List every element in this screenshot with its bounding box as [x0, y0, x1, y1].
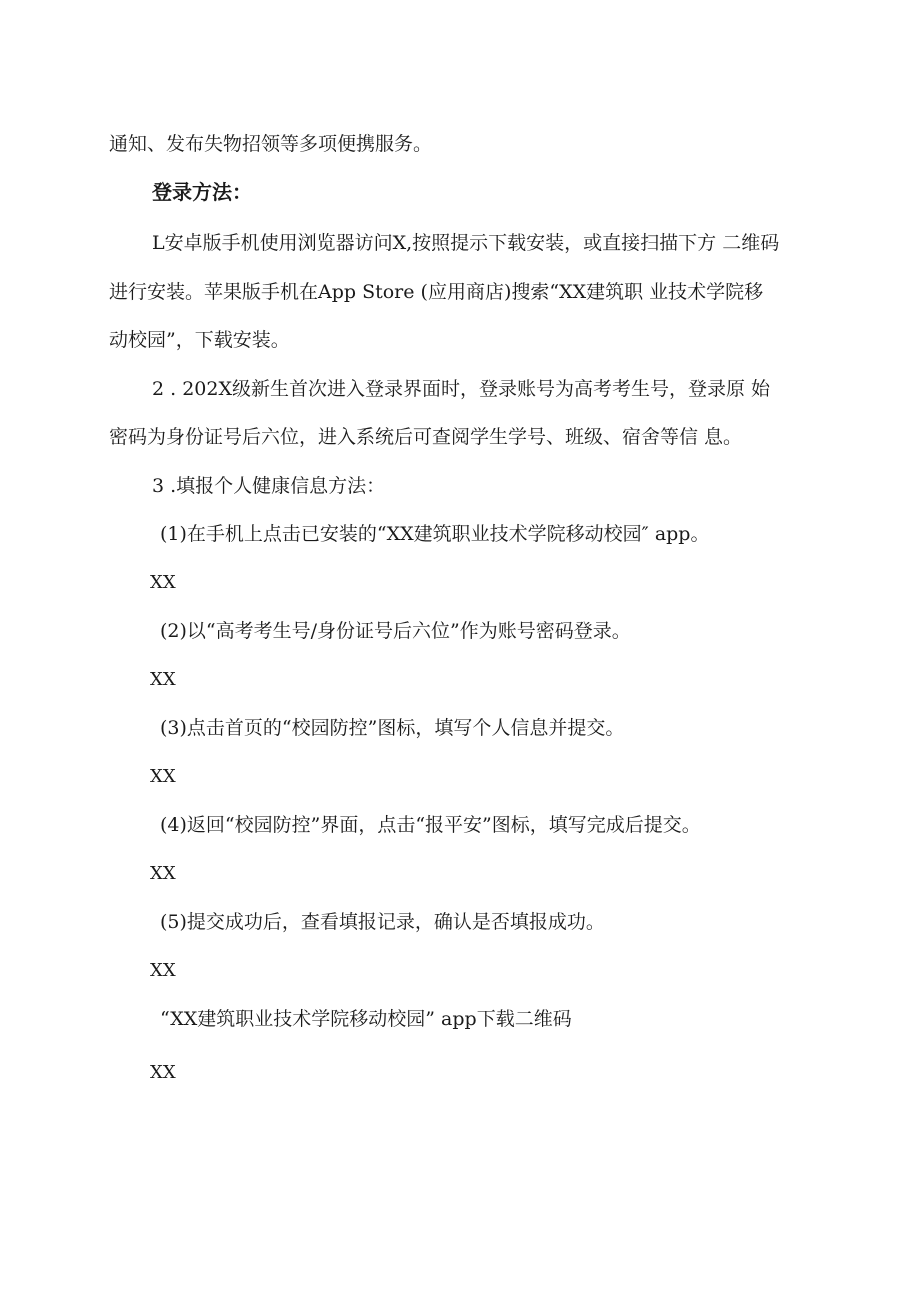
step-1-text: (1)在手机上点击已安装的“XX建筑职业技术学院移动校园″ app。 [160, 523, 710, 545]
qr-caption: “XX建筑职业技术学院移动校园” app下载二维码 [160, 1008, 572, 1030]
step-2-text: (2)以“高考考生号/身份证号后六位”作为账号密码登录。 [160, 620, 631, 642]
login-heading: 登录方法： [152, 180, 252, 204]
para2-line2: 密码为身份证号后六位，进入系统后可查阅学生学号、班级、宿舍等信 息。 [109, 426, 743, 448]
health-heading: 3 .填报个人健康信息方法： [152, 475, 386, 497]
step-3-image-placeholder: XX [150, 766, 176, 787]
step-3-text: (3)点击首页的“校园防控”图标，填写个人信息并提交。 [160, 717, 625, 739]
para1-line1: L安卓版手机使用浏览器访问X,按照提示下载安装，或直接扫描下方 二维码 [152, 232, 780, 254]
intro-tail-text: 通知、发布失物招领等多项便携服务。 [109, 133, 433, 155]
para1-line2: 进行安装。苹果版手机在App Store (应用商店)搜索“XX建筑职 业技术学院移 [109, 281, 764, 303]
para2-line1: 2 . 202X级新生首次进入登录界面时，登录账号为高考考生号，登录原 始 [152, 378, 771, 400]
step-5-text: (5)提交成功后，查看填报记录，确认是否填报成功。 [160, 911, 605, 933]
step-1-image-placeholder: XX [150, 572, 176, 593]
step-4-image-placeholder: XX [150, 863, 176, 884]
para1-line3: 动校园”，下载安装。 [109, 329, 290, 351]
step-5-image-placeholder: XX [150, 960, 176, 981]
step-4-text: (4)返回“校园防控”界面，点击“报平安”图标，填写完成后提交。 [160, 814, 701, 836]
step-2-image-placeholder: XX [150, 669, 176, 690]
qr-image-placeholder: XX [150, 1062, 176, 1083]
